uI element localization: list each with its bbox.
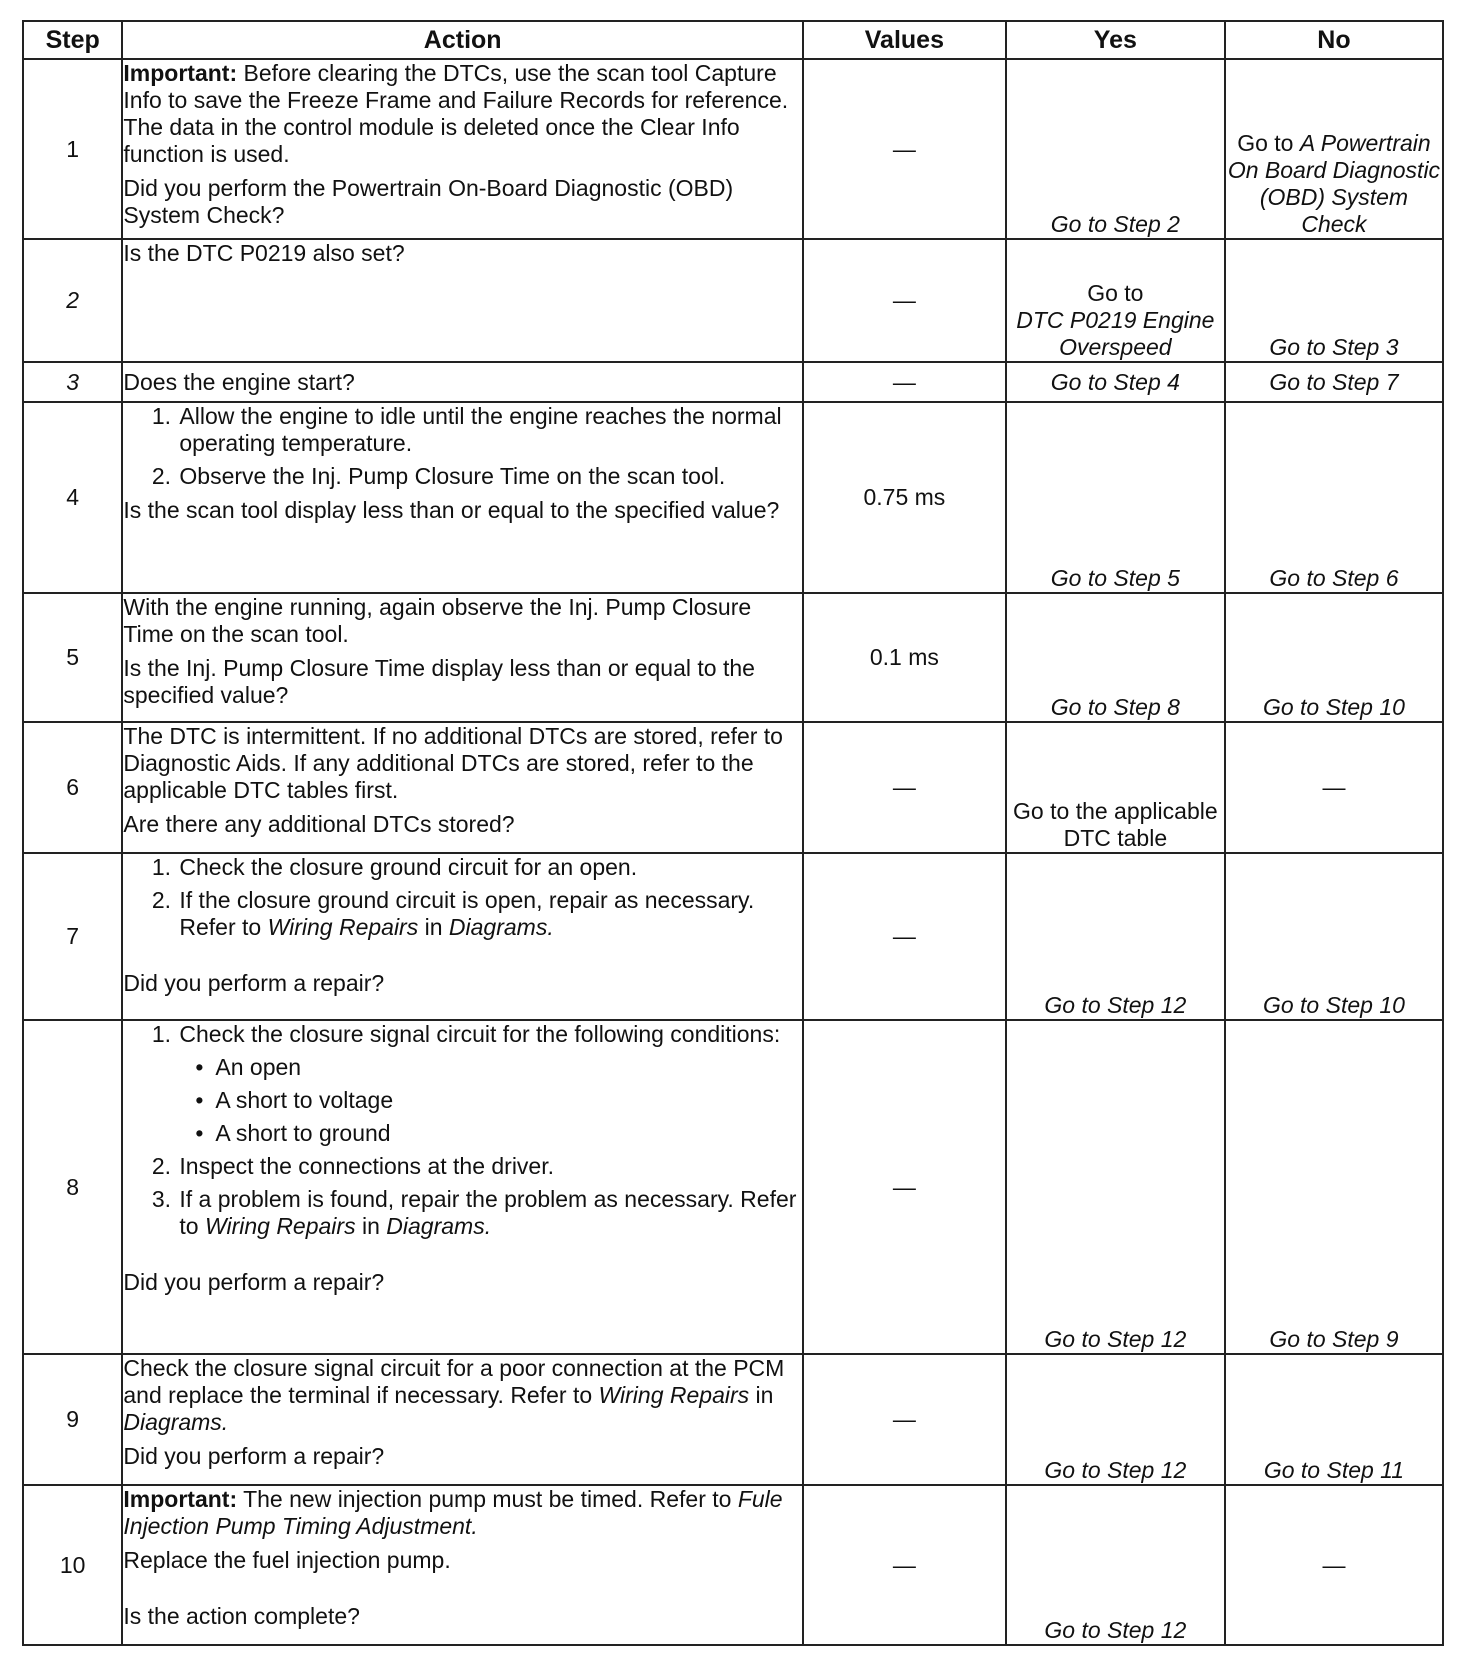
condition-list — [179, 1054, 802, 1147]
diagrams-link[interactable]: Diagrams. — [123, 1409, 229, 1435]
action-question: Is the Inj. Pump Closure Time display less than or equal to the specified value? — [123, 655, 755, 708]
yes-link[interactable] — [1006, 239, 1225, 362]
list-item-text: If a problem is found, repair the problem as necessary. Refer to — [179, 1186, 797, 1239]
values-cell: — — [803, 1020, 1006, 1354]
action-question: Is the action complete? — [123, 1603, 360, 1629]
diagrams-link[interactable]: Diagrams. — [448, 914, 554, 940]
no-link-text[interactable]: A Powertrain On Board Diagnostic (OBD) System Check — [1227, 130, 1441, 237]
step-number: 5 — [23, 593, 122, 722]
table-row — [23, 593, 1443, 722]
list-item — [177, 887, 802, 941]
yes-link[interactable]: Go to Step 5 — [1006, 402, 1225, 593]
action-text: With the engine running, again observe the Inj. Pump Closure Time on the scan tool. — [123, 594, 752, 647]
header-yes: Yes — [1006, 21, 1225, 59]
important-note — [123, 1486, 802, 1540]
action-text — [123, 1355, 802, 1436]
action-text-part: Check the closure signal circuit for a poor connection at the PCM and replace the terminal if necessary. Refer to — [123, 1355, 785, 1408]
no-link[interactable]: Go to Step 6 — [1225, 402, 1443, 593]
action-cell — [122, 722, 803, 853]
yes-link[interactable]: Go to the applicable DTC table — [1006, 722, 1225, 853]
action-steps — [123, 403, 802, 490]
list-item-text: If the closure ground circuit is open, repair as necessary. Refer to — [179, 887, 755, 940]
action-steps — [123, 854, 802, 941]
action-question: Did you perform a repair? — [123, 970, 385, 996]
header-action: Action — [122, 21, 803, 59]
wiring-repairs-link[interactable]: Wiring Repairs — [598, 1382, 750, 1408]
step-number: 3 — [23, 362, 122, 402]
wiring-repairs-link[interactable]: Wiring Repairs — [204, 1213, 356, 1239]
yes-prefix: Go to — [1087, 280, 1144, 306]
values-cell: — — [803, 59, 1006, 239]
no-link[interactable]: Go to Step 3 — [1225, 239, 1443, 362]
action-cell — [122, 1354, 803, 1485]
table-row — [23, 853, 1443, 1020]
action-question: Are there any additional DTCs stored? — [123, 811, 515, 837]
action-question: Does the engine start? — [123, 368, 355, 395]
action-cell — [122, 1020, 803, 1354]
values-cell: — — [803, 1354, 1006, 1485]
list-item-text: in — [418, 914, 449, 940]
header-values: Values — [803, 21, 1006, 59]
header-no: No — [1225, 21, 1443, 59]
list-item: 2. Observe the Inj. Pump Closure Time on the scan tool. — [177, 463, 802, 490]
values-cell: — — [803, 853, 1006, 1020]
yes-link[interactable]: Go to Step 12 — [1006, 1354, 1225, 1485]
yes-link-text[interactable]: DTC P0219 Engine Overspeed — [1016, 307, 1215, 360]
list-item — [177, 1186, 802, 1240]
step-number: 6 — [23, 722, 122, 853]
values-cell: 0.1 ms — [803, 593, 1006, 722]
no-link[interactable]: Go to Step 11 — [1225, 1354, 1443, 1485]
values-cell: — — [803, 722, 1006, 853]
important-label: Important: — [123, 60, 238, 86]
important-text: The new injection pump must be timed. Refer to — [237, 1486, 738, 1512]
list-item — [177, 1021, 802, 1147]
values-cell: — — [803, 239, 1006, 362]
action-cell — [122, 1485, 803, 1645]
no-link[interactable]: Go to Step 10 — [1225, 853, 1443, 1020]
no-link[interactable] — [1225, 59, 1443, 239]
no-link[interactable]: Go to Step 9 — [1225, 1020, 1443, 1354]
step-number: 10 — [23, 1485, 122, 1645]
diagnostic-table — [22, 20, 1444, 1646]
table-row — [23, 1020, 1443, 1354]
action-question: Did you perform a repair? — [123, 1269, 385, 1295]
action-cell — [122, 239, 803, 362]
step-number: 4 — [23, 402, 122, 593]
yes-link[interactable]: Go to Step 12 — [1006, 1485, 1225, 1645]
action-cell — [122, 362, 803, 402]
action-question: Is the scan tool display less than or equal to the specified value? — [123, 497, 780, 523]
yes-link[interactable]: Go to Step 2 — [1006, 59, 1225, 239]
wiring-repairs-link[interactable]: Wiring Repairs — [267, 914, 419, 940]
action-text: Replace the fuel injection pump. — [123, 1547, 451, 1573]
list-item-text: in — [355, 1213, 387, 1239]
no-link: — — [1225, 1485, 1443, 1645]
step-number: 8 — [23, 1020, 122, 1354]
list-item: 1. Allow the engine to idle until the engine reaches the normal operating temperature. — [177, 403, 802, 457]
step-number: 9 — [23, 1354, 122, 1485]
action-question: Is the DTC P0219 also set? — [123, 240, 405, 266]
table-row — [23, 362, 1443, 402]
no-link: — — [1225, 722, 1443, 853]
step-number: 7 — [23, 853, 122, 1020]
values-cell: 0.75 ms — [803, 402, 1006, 593]
action-cell — [122, 402, 803, 593]
values-cell: — — [803, 1485, 1006, 1645]
yes-link[interactable]: Go to Step 4 — [1006, 362, 1225, 402]
action-question: Did you perform the Powertrain On-Board Diagnostic (OBD) System Check? — [123, 175, 734, 228]
bullet-item: • A short to ground — [213, 1120, 802, 1147]
table-row — [23, 722, 1443, 853]
table-row — [23, 59, 1443, 239]
important-label: Important: — [123, 1486, 238, 1512]
important-text: Before clearing the DTCs, use the scan tool Capture Info to save the Freeze Frame and Failure Records for reference. The data in the control module is deleted once the Clear Info function is used. — [123, 60, 789, 167]
list-item: 2. Inspect the connections at the driver. — [177, 1153, 802, 1180]
action-cell — [122, 853, 803, 1020]
no-prefix: Go to — [1237, 130, 1300, 156]
values-cell: — — [803, 362, 1006, 402]
step-number: 1 — [23, 59, 122, 239]
table-row — [23, 402, 1443, 593]
list-item-text: Check the closure signal circuit for the following conditions: — [179, 1021, 781, 1047]
table-row — [23, 1485, 1443, 1645]
list-item: 1. Check the closure ground circuit for an open. — [177, 854, 802, 881]
diagrams-link[interactable]: Diagrams. — [386, 1213, 492, 1239]
table-row — [23, 1354, 1443, 1485]
table-row — [23, 239, 1443, 362]
action-cell — [122, 593, 803, 722]
header-row — [23, 21, 1443, 59]
no-link[interactable]: Go to Step 10 — [1225, 593, 1443, 722]
action-text-part: in — [749, 1382, 774, 1408]
yes-link[interactable]: Go to Step 12 — [1006, 1020, 1225, 1354]
step-number: 2 — [23, 239, 122, 362]
pump-timing-link[interactable]: Fule Injection Pump Timing Adjustment. — [123, 1486, 783, 1539]
action-text: The DTC is intermittent. If no additional DTCs are stored, refer to Diagnostic Aids. If any additional DTCs are stored, refer to the applicable DTC tables first. — [123, 723, 783, 803]
bullet-item: • A short to voltage — [213, 1087, 802, 1114]
action-steps — [123, 1021, 802, 1240]
yes-link[interactable]: Go to Step 8 — [1006, 593, 1225, 722]
action-cell — [122, 59, 803, 239]
important-note — [123, 60, 802, 168]
bullet-item: • An open — [213, 1054, 802, 1081]
no-link[interactable]: Go to Step 7 — [1225, 362, 1443, 402]
action-question: Did you perform a repair? — [123, 1443, 385, 1469]
header-step: Step — [23, 21, 122, 59]
yes-link[interactable]: Go to Step 12 — [1006, 853, 1225, 1020]
